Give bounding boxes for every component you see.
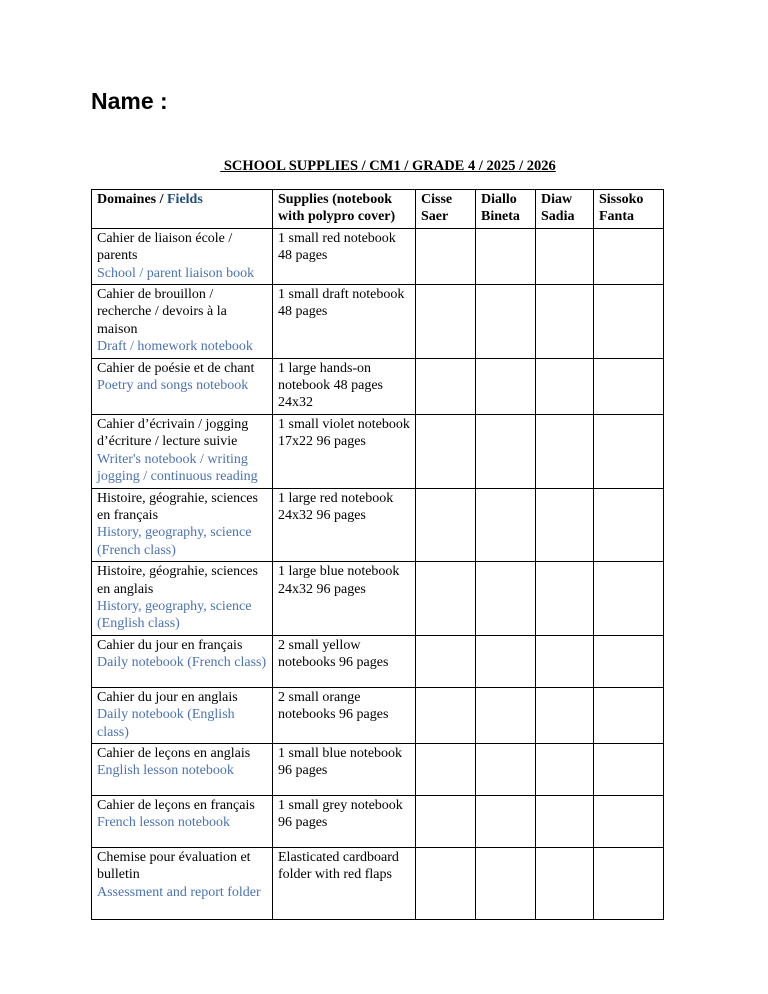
check-cell: [594, 847, 664, 919]
domain-fr: Chemise pour évaluation et bulletin: [97, 849, 251, 883]
table-row: [92, 635, 664, 687]
domain-cell: [92, 488, 273, 562]
check-cell: [476, 414, 536, 488]
check-cell: [536, 562, 594, 636]
supply-cell: 1 small blue notebook 96 pages: [273, 743, 416, 795]
domain-en: Daily notebook (French class): [97, 655, 267, 671]
table-row: [92, 847, 664, 919]
domain-fr: Cahier de leçons en français: [97, 797, 255, 813]
table-row: [92, 488, 664, 562]
domain-en: Draft / homework notebook: [97, 339, 253, 355]
check-cell: [594, 743, 664, 795]
domain-cell: [92, 635, 273, 687]
table-row: [92, 687, 664, 743]
supply-cell: 2 small orange notebooks 96 pages: [273, 687, 416, 743]
header-domain-en: Fields: [167, 192, 203, 207]
check-cell: [536, 635, 594, 687]
check-cell: [594, 358, 664, 414]
domain-en: English lesson notebook: [97, 763, 234, 779]
supply-cell: 1 large blue notebook 24x32 96 pages: [273, 562, 416, 636]
check-cell: [416, 488, 476, 562]
header-student: Diaw Sadia: [536, 190, 594, 229]
domain-fr: Cahier de poésie et de chant: [97, 360, 255, 376]
check-cell: [536, 795, 594, 847]
check-cell: [536, 488, 594, 562]
check-cell: [536, 847, 594, 919]
table-row: [92, 562, 664, 636]
domain-cell: [92, 795, 273, 847]
supplies-table: [91, 189, 664, 920]
header-student: Sissoko Fanta: [594, 190, 664, 229]
header-student: Diallo Bineta: [476, 190, 536, 229]
domain-fr: Cahier du jour en français: [97, 637, 243, 653]
domain-cell: [92, 414, 273, 488]
header-domain-fr: Domaines /: [97, 192, 164, 207]
domain-cell: [92, 562, 273, 636]
check-cell: [594, 414, 664, 488]
check-cell: [476, 635, 536, 687]
domain-en: Writer's notebook / writing jogging / continuous reading: [97, 451, 258, 485]
check-cell: [416, 285, 476, 359]
domain-cell: [92, 358, 273, 414]
check-cell: [416, 562, 476, 636]
check-cell: [476, 358, 536, 414]
table-row: [92, 795, 664, 847]
check-cell: [594, 687, 664, 743]
table-header-row: [92, 190, 664, 229]
check-cell: [476, 795, 536, 847]
check-cell: [476, 687, 536, 743]
check-cell: [594, 562, 664, 636]
header-supplies: Supplies (notebook with polypro cover): [273, 190, 416, 229]
check-cell: [594, 285, 664, 359]
supply-cell: 1 large hands-on notebook 48 pages 24x32: [273, 358, 416, 414]
domain-fr: Histoire, géograhie, sciences en français: [97, 490, 258, 523]
domain-fr: Cahier du jour en anglais: [97, 689, 238, 705]
domain-fr: Cahier de brouillon / recherche / devoirs à la maison: [97, 287, 227, 337]
check-cell: [416, 687, 476, 743]
supply-cell: 1 small grey notebook 96 pages: [273, 795, 416, 847]
supply-cell: 1 large red notebook 24x32 96 pages: [273, 488, 416, 562]
domain-cell: [92, 228, 273, 284]
check-cell: [416, 358, 476, 414]
check-cell: [536, 358, 594, 414]
check-cell: [594, 795, 664, 847]
check-cell: [416, 414, 476, 488]
domain-en: Assessment and report folder: [97, 884, 261, 900]
domain-cell: [92, 687, 273, 743]
supply-cell: 1 small draft notebook 48 pages: [273, 285, 416, 359]
check-cell: [476, 228, 536, 284]
supply-cell: 1 small red notebook 48 pages: [273, 228, 416, 284]
document-title: SCHOOL SUPPLIES / CM1 / GRADE 4 / 2025 / 2026: [220, 158, 556, 174]
check-cell: [476, 488, 536, 562]
check-cell: [536, 414, 594, 488]
check-cell: [416, 635, 476, 687]
table-row: [92, 228, 664, 284]
domain-fr: Cahier de leçons en anglais: [97, 745, 251, 761]
domain-fr: Cahier d’écrivain / jogging d’écriture / lecture suivie: [97, 416, 249, 450]
domain-en: School / parent liaison book: [97, 265, 255, 281]
supply-cell: Elasticated cardboard folder with red flaps: [273, 847, 416, 919]
check-cell: [594, 635, 664, 687]
domain-en: Poetry and songs notebook: [97, 378, 249, 394]
domain-cell: [92, 743, 273, 795]
check-cell: [416, 847, 476, 919]
check-cell: [594, 228, 664, 284]
domain-en: History, geography, science (French class): [97, 525, 252, 558]
domain-en: History, geography, science (English class): [97, 598, 252, 632]
check-cell: [416, 228, 476, 284]
header-student: Cisse Saer: [416, 190, 476, 229]
domain-en: Daily notebook (English class): [97, 707, 235, 740]
domain-cell: [92, 847, 273, 919]
table-row: [92, 285, 664, 359]
supply-cell: 2 small yellow notebooks 96 pages: [273, 635, 416, 687]
domain-fr: Cahier de liaison école / parents: [97, 230, 233, 264]
check-cell: [416, 795, 476, 847]
domain-cell: [92, 285, 273, 359]
check-cell: [476, 743, 536, 795]
check-cell: [476, 847, 536, 919]
check-cell: [416, 743, 476, 795]
check-cell: [536, 228, 594, 284]
check-cell: [536, 687, 594, 743]
domain-en: French lesson notebook: [97, 815, 230, 831]
table-row: [92, 743, 664, 795]
check-cell: [476, 285, 536, 359]
check-cell: [536, 743, 594, 795]
name-label: Name :: [91, 88, 168, 114]
header-domains: [92, 190, 273, 229]
domain-fr: Histoire, géograhie, sciences en anglais: [97, 564, 258, 597]
check-cell: [536, 285, 594, 359]
check-cell: [594, 488, 664, 562]
table-row: [92, 414, 664, 488]
table-row: [92, 358, 664, 414]
supply-cell: 1 small violet notebook 17x22 96 pages: [273, 414, 416, 488]
check-cell: [476, 562, 536, 636]
